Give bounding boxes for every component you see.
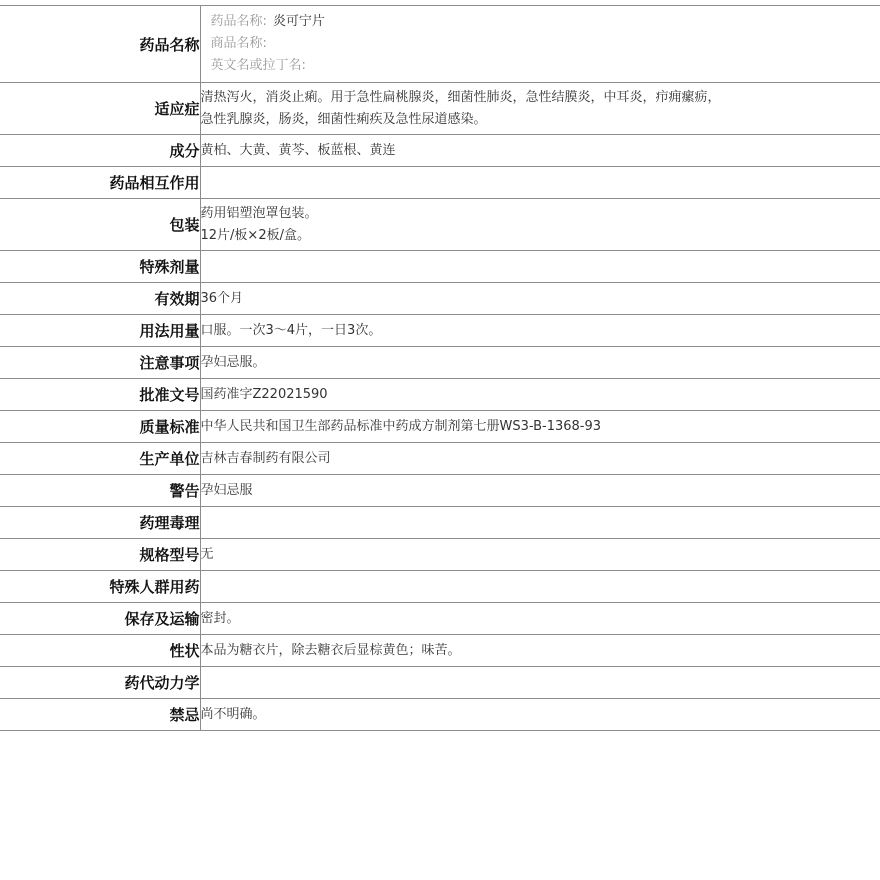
value-storage: 密封。 <box>200 603 880 635</box>
value-indications <box>200 83 880 135</box>
label-approval-number: 批准文号 <box>0 379 200 411</box>
value-shelf-life: 36个月 <box>200 283 880 315</box>
label-appearance: 性状 <box>0 635 200 667</box>
row-pharmacology <box>0 507 880 539</box>
label-shelf-life: 有效期 <box>0 283 200 315</box>
label-special-population: 特殊人群用药 <box>0 571 200 603</box>
row-special-population <box>0 571 880 603</box>
row-storage <box>0 603 880 635</box>
label-quality-standard: 质量标准 <box>0 411 200 443</box>
label-warning: 警告 <box>0 475 200 507</box>
value-warning: 孕妇忌服 <box>200 475 880 507</box>
value-precautions: 孕妇忌服。 <box>200 347 880 379</box>
label-specification: 规格型号 <box>0 539 200 571</box>
label-drug-name: 药品名称 <box>0 6 200 83</box>
indications-line: 清热泻火，消炎止痢。用于急性扁桃腺炎，细菌性肺炎，急性结膜炎，中耳炎，疖痈瘰疬， <box>200 89 721 105</box>
value-approval-number: 国药准字Z22021590 <box>200 379 880 411</box>
value-specification: 无 <box>200 539 880 571</box>
value-contraindications: 尚不明确。 <box>200 699 880 731</box>
label-pharmacology: 药理毒理 <box>0 507 200 539</box>
label-packaging: 包装 <box>0 199 200 251</box>
indications-line: 急性乳腺炎，肠炎，细菌性痢疾及急性尿道感染。 <box>200 111 487 127</box>
label-storage: 保存及运输 <box>0 603 200 635</box>
label-special-dosage: 特殊剂量 <box>0 251 200 283</box>
row-packaging <box>0 199 880 251</box>
english-name-label: 英文名或拉丁名: <box>210 58 306 73</box>
row-interactions <box>0 167 880 199</box>
row-pharmacokinetics <box>0 667 880 699</box>
packaging-line: 药用铝塑泡罩包装。 <box>200 205 318 221</box>
label-usage: 用法用量 <box>0 315 200 347</box>
label-manufacturer: 生产单位 <box>0 443 200 475</box>
trade-name-label: 商品名称: <box>210 36 267 51</box>
label-pharmacokinetics: 药代动力学 <box>0 667 200 699</box>
row-warning <box>0 475 880 507</box>
label-precautions: 注意事项 <box>0 347 200 379</box>
row-special-dosage <box>0 251 880 283</box>
row-ingredients <box>0 135 880 167</box>
row-appearance <box>0 635 880 667</box>
value-quality-standard: 中华人民共和国卫生部药品标准中药成方制剂第七册WS3-B-1368-93 <box>200 411 880 443</box>
label-indications: 适应症 <box>0 83 200 135</box>
row-approval-number <box>0 379 880 411</box>
value-appearance: 本品为糖衣片，除去糖衣后显棕黄色；味苦。 <box>200 635 880 667</box>
generic-name-label: 药品名称: <box>210 14 267 29</box>
row-indications <box>0 83 880 135</box>
value-drug-name <box>200 6 880 83</box>
value-pharmacology <box>200 507 880 539</box>
row-contraindications <box>0 699 880 731</box>
row-manufacturer <box>0 443 880 475</box>
value-packaging <box>200 199 880 251</box>
label-interactions: 药品相互作用 <box>0 167 200 199</box>
label-contraindications: 禁忌 <box>0 699 200 731</box>
drug-info-table <box>0 5 880 731</box>
value-special-population <box>200 571 880 603</box>
row-usage <box>0 315 880 347</box>
row-shelf-life <box>0 283 880 315</box>
generic-name-value: 炎可宁片 <box>272 14 325 29</box>
value-pharmacokinetics <box>200 667 880 699</box>
packaging-line: 12片/板×2板/盒。 <box>200 227 310 243</box>
row-quality-standard <box>0 411 880 443</box>
row-drug-name <box>0 6 880 83</box>
label-ingredients: 成分 <box>0 135 200 167</box>
row-precautions <box>0 347 880 379</box>
value-usage: 口服。一次3～4片，一日3次。 <box>200 315 880 347</box>
value-manufacturer: 吉林吉春制药有限公司 <box>200 443 880 475</box>
value-interactions <box>200 167 880 199</box>
value-ingredients: 黄柏、大黄、黄芩、板蓝根、黄连 <box>200 135 880 167</box>
row-specification <box>0 539 880 571</box>
value-special-dosage <box>200 251 880 283</box>
